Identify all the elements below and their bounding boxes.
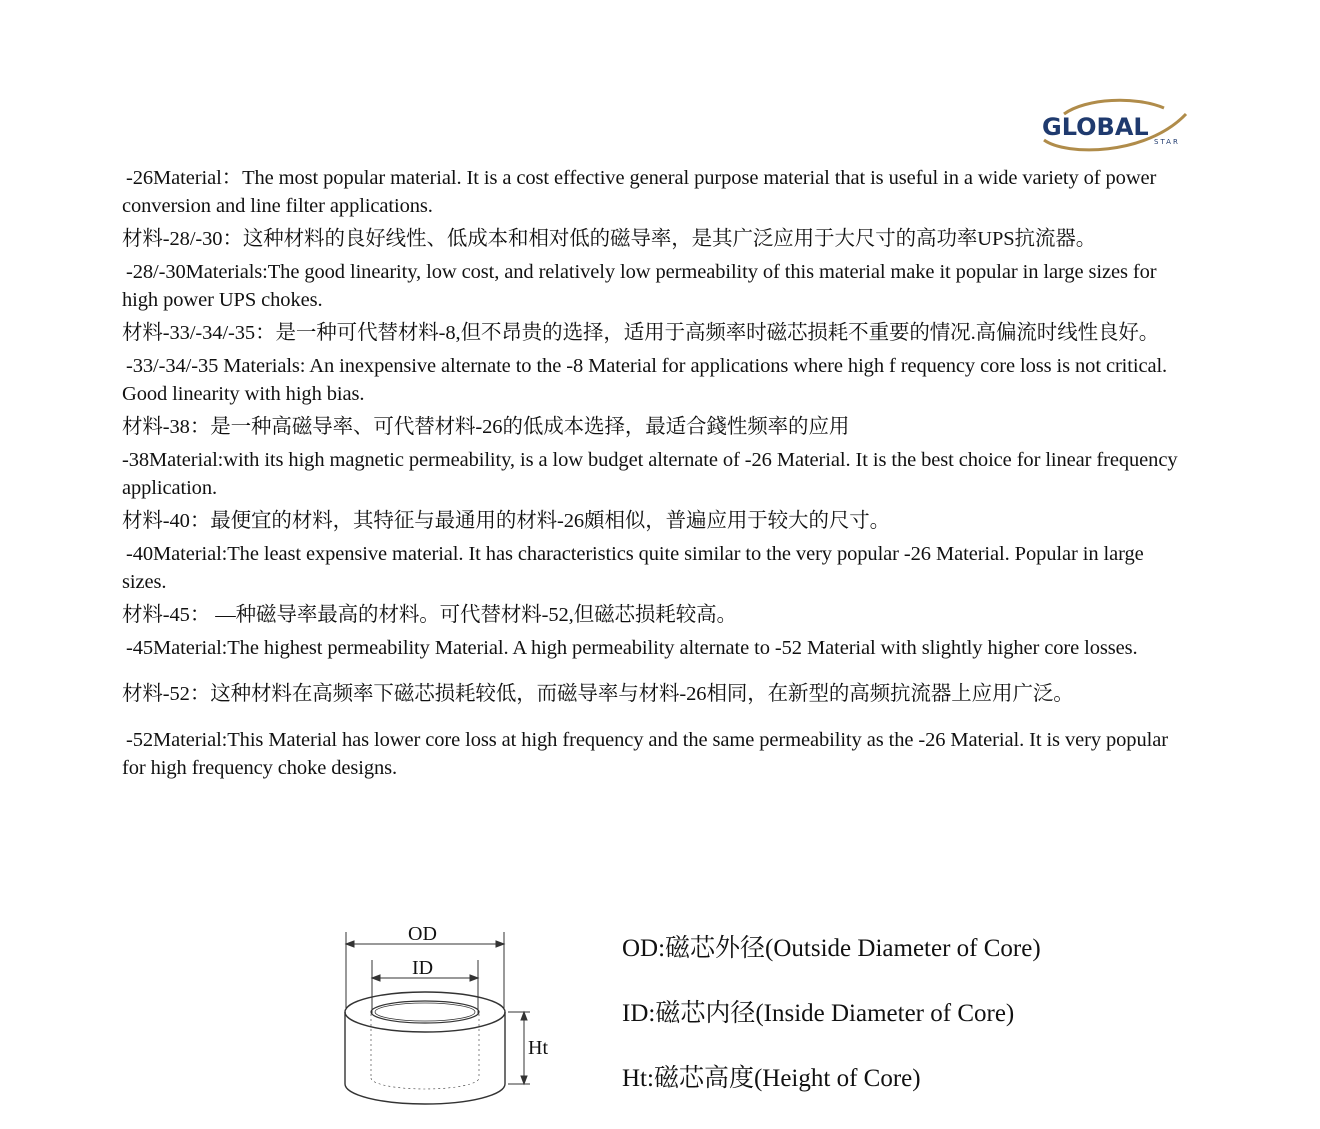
materials-description [122, 164, 1190, 787]
dimension-legend [622, 934, 1041, 1129]
paragraph-40-en: -40Material:The least expensive material. It has characteristics quite similar to the very popular -26 Material. Popular in large sizes. [122, 543, 1144, 593]
toroid-core-diagram [330, 918, 530, 1113]
legend-ht: Ht:磁芯高度(Height of Core) [622, 1065, 921, 1092]
global-star-logo [1036, 94, 1196, 158]
paragraph-33-34-35-zh: 材料-33/-34/-35：是一种可代替材料-8,但不昂贵的选择，适用于高频率时磁芯损耗不重要的情况.高偏流时线性良好。 [122, 322, 1160, 344]
id-dimension-label: ID [412, 957, 434, 979]
paragraph-52-en: -52Material:This Material has lower core loss at high frequency and the same permeability as the -26 Material. It is very popular for high frequency choke designs. [122, 729, 1168, 779]
paragraph-45-en: -45Material:The highest permeability Material. A high permeability alternate to -52 Material with slightly higher core losses. [126, 637, 1138, 659]
od-dimension-label: OD [408, 923, 437, 945]
logo-brand-text: GLOBAL [1042, 113, 1149, 141]
paragraph-28-30-en: -28/-30Materials:The good linearity, low cost, and relatively low permeability of this material make it popular in large sizes for high power UPS chokes. [122, 261, 1157, 311]
paragraph-38-zh: 材料-38：是一种高磁导率、可代替材料-26的低成本选择，最适合錢性频率的应用 [122, 416, 850, 438]
paragraph-33-34-35-en: -33/-34/-35 Materials: An inexpensive alternate to the -8 Material for applications where high f requency core loss is not critical. Good linearity with high bias. [122, 355, 1168, 405]
paragraph-52-zh: 材料-52：这种材料在高频率下磁芯损耗较低，而磁导率与材料-26相同，在新型的高频抗流器上应用广泛。 [122, 683, 1074, 705]
legend-od: OD:磁芯外径(Outside Diameter of Core) [622, 935, 1041, 962]
legend-id: ID:磁芯内径(Inside Diameter of Core) [622, 1000, 1015, 1027]
logo-sub-text: STAR [1154, 138, 1180, 146]
paragraph-38-en: -38Material:with its high magnetic permeability, is a low budget alternate of -26 Material. It is the best choice for linear frequency application. [122, 449, 1178, 499]
ht-dimension-label: Ht [528, 1037, 548, 1059]
paragraph-40-zh: 材料-40：最便宜的材料，其特征与最通用的材料-26頗相似，普遍应用于较大的尺寸。 [122, 510, 891, 532]
paragraph-26-en: -26Material：The most popular material. It is a cost effective general purpose material that is useful in a wide variety of power conversion and line filter applications. [122, 167, 1157, 217]
paragraph-28-30-zh: 材料-28/-30：这种材料的良好线性、低成本和相对低的磁导率，是其广泛应用于大尺寸的高功率UPS抗流器。 [122, 228, 1097, 250]
paragraph-45-zh: 材料-45： —种磁导率最高的材料。可代替材料-52,但磁芯损耗较高。 [122, 604, 737, 626]
